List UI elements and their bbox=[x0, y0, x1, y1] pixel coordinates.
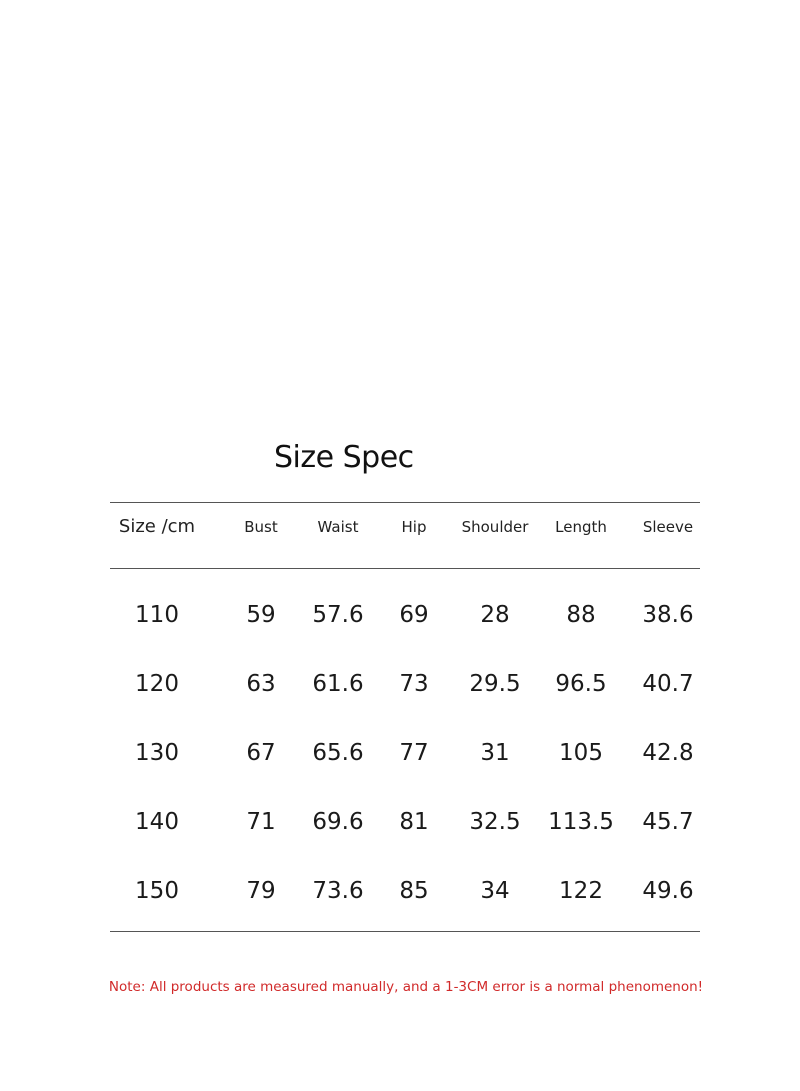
cell-hip: 69 bbox=[399, 602, 429, 628]
header-sleeve: Sleeve bbox=[642, 518, 694, 536]
header-waist: Waist bbox=[317, 518, 359, 536]
cell-shoulder: 34 bbox=[480, 878, 510, 904]
cell-bust: 63 bbox=[246, 671, 276, 697]
cell-sleeve: 49.6 bbox=[642, 878, 694, 904]
cell-size: 110 bbox=[135, 602, 179, 628]
cell-hip: 81 bbox=[399, 809, 429, 835]
cell-length: 122 bbox=[559, 878, 603, 904]
table-bottom-rule bbox=[110, 931, 700, 932]
page-title: Size Spec bbox=[274, 440, 414, 475]
cell-bust: 59 bbox=[246, 602, 276, 628]
cell-waist: 65.6 bbox=[312, 740, 364, 766]
header-length: Length bbox=[555, 518, 607, 536]
cell-waist: 73.6 bbox=[312, 878, 364, 904]
cell-length: 113.5 bbox=[548, 809, 614, 835]
cell-length: 88 bbox=[566, 602, 596, 628]
cell-shoulder: 32.5 bbox=[469, 809, 521, 835]
cell-waist: 57.6 bbox=[312, 602, 364, 628]
cell-shoulder: 31 bbox=[480, 740, 510, 766]
table-header-rule bbox=[110, 568, 700, 569]
cell-length: 105 bbox=[559, 740, 603, 766]
cell-bust: 71 bbox=[246, 809, 276, 835]
header-size: Size /cm bbox=[118, 516, 196, 537]
cell-shoulder: 28 bbox=[480, 602, 510, 628]
cell-bust: 79 bbox=[246, 878, 276, 904]
cell-sleeve: 40.7 bbox=[642, 671, 694, 697]
cell-size: 140 bbox=[135, 809, 179, 835]
cell-length: 96.5 bbox=[555, 671, 607, 697]
cell-waist: 61.6 bbox=[312, 671, 364, 697]
cell-sleeve: 42.8 bbox=[642, 740, 694, 766]
cell-hip: 85 bbox=[399, 878, 429, 904]
cell-size: 150 bbox=[135, 878, 179, 904]
cell-hip: 73 bbox=[399, 671, 429, 697]
header-bust: Bust bbox=[244, 518, 278, 536]
header-hip: Hip bbox=[401, 518, 427, 536]
cell-size: 120 bbox=[135, 671, 179, 697]
cell-size: 130 bbox=[135, 740, 179, 766]
cell-sleeve: 38.6 bbox=[642, 602, 694, 628]
table-top-rule bbox=[110, 502, 700, 503]
cell-waist: 69.6 bbox=[312, 809, 364, 835]
cell-hip: 77 bbox=[399, 740, 429, 766]
cell-sleeve: 45.7 bbox=[642, 809, 694, 835]
measurement-note: Note: All products are measured manually, and a 1-3CM error is a normal phenomenon! bbox=[108, 979, 704, 995]
header-shoulder: Shoulder bbox=[461, 518, 529, 536]
cell-shoulder: 29.5 bbox=[469, 671, 521, 697]
cell-bust: 67 bbox=[246, 740, 276, 766]
